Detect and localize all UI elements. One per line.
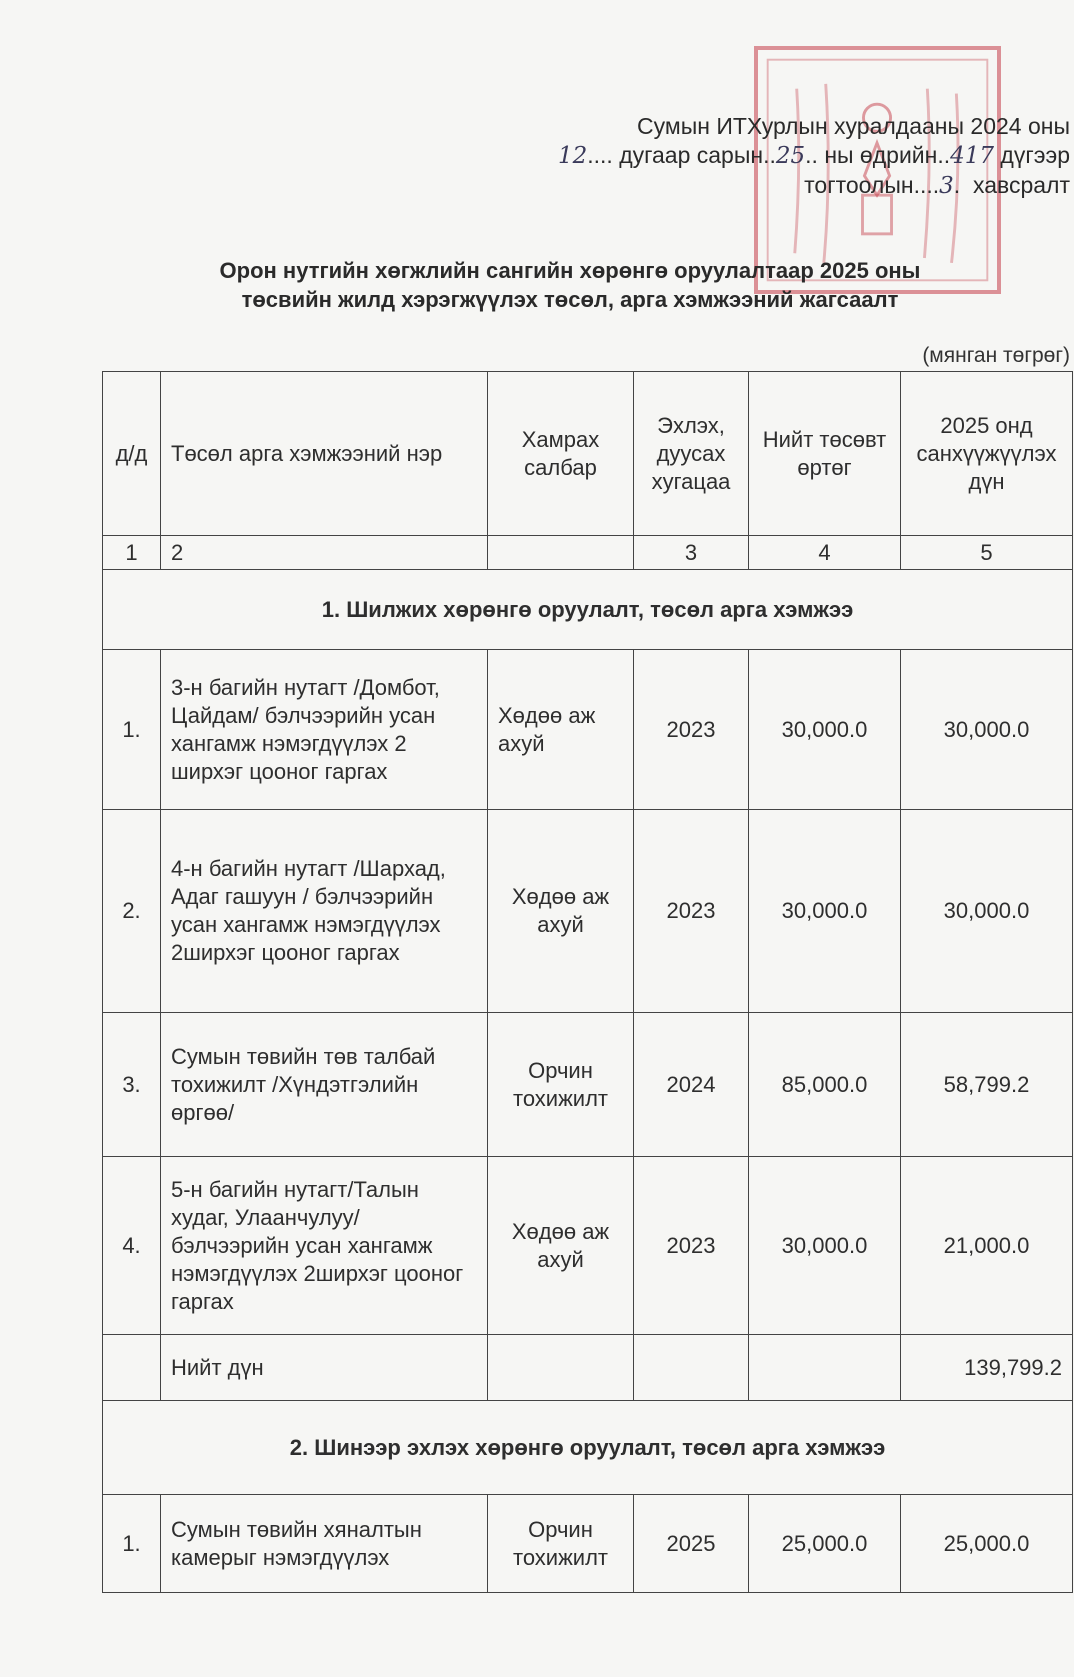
cell-period: 2025: [634, 1495, 749, 1593]
table-header-row: [103, 372, 1073, 536]
index-total: 4: [749, 536, 901, 570]
header-no: д/д: [103, 372, 161, 536]
cell-no: 4.: [103, 1157, 161, 1335]
cell-name: 3-н багийн нутагт /Домбот, Цайдам/ бэлчээрийн усан хангамж нэмэгдүүлэх 2 ширхэг цооног гаргах: [161, 650, 488, 810]
section-row: [103, 1401, 1073, 1495]
cell-financing: 30,000.0: [901, 650, 1073, 810]
annex-line-2: 12.... дугаар сарын..25.. ны өдрийн..417 дүгээр: [557, 142, 1070, 169]
cell-no: 1.: [103, 1495, 161, 1593]
document-title: [140, 256, 1000, 314]
cell-name: 5-н багийн нутагт/Талын худаг, Улаанчулуу/ бэлчээрийн усан хангамж нэмэгдүүлэх 2ширхэг цооног гаргах: [161, 1157, 488, 1335]
total-total: [749, 1335, 901, 1401]
section-row: [103, 570, 1073, 650]
cell-sector: Хөдөө аж ахуй: [488, 1157, 634, 1335]
unit-note: (мянган төгрөг): [922, 344, 1070, 367]
table-index-row: [103, 536, 1073, 570]
annex-month-text: дугаар сарын: [619, 142, 764, 168]
annex-label-text: хавсралт: [972, 172, 1070, 198]
cell-name: Сумын төвийн төв талбай тохижилт /Хүндэтгэлийн өргөө/: [161, 1013, 488, 1157]
title-line-2: төсвийн жилд хэрэгжүүлэх төсөл, арга хэмжээний жагсаалт: [241, 287, 899, 312]
cell-sector: Хөдөө аж ахуй: [488, 810, 634, 1013]
index-name: 2: [161, 536, 488, 570]
header-name: Төсөл арга хэмжээний нэр: [161, 372, 488, 536]
cell-sector: Орчин тохижилт: [488, 1495, 634, 1593]
cell-total: 30,000.0: [749, 810, 901, 1013]
index-no: 1: [103, 536, 161, 570]
header-period: Эхлэх, дуусах хугацаа: [634, 372, 749, 536]
section-title: 1. Шилжих хөрөнгө оруулалт, төсөл арга хэмжээ: [103, 570, 1073, 650]
header-financing: 2025 онд санхүүжүүлэх дүн: [901, 372, 1073, 536]
table-row: [103, 810, 1073, 1013]
index-financing: 5: [901, 536, 1073, 570]
index-period: 3: [634, 536, 749, 570]
table-row: [103, 1013, 1073, 1157]
cell-name: Сумын төвийн хяналтын камерыг нэмэгдүүлэх: [161, 1495, 488, 1593]
cell-period: 2023: [634, 650, 749, 810]
total-value: 139,799.2: [901, 1335, 1073, 1401]
handwritten-annex-number: 3: [939, 173, 954, 199]
annex-line-3: тогтоолын....3. хавсралт: [804, 172, 1070, 199]
cell-no: 2.: [103, 810, 161, 1013]
total-sector: [488, 1335, 634, 1401]
section-total-row: [103, 1335, 1073, 1401]
annex-resolution-text: тогтоолын: [804, 172, 914, 198]
cell-total: 30,000.0: [749, 650, 901, 810]
index-sector: [488, 536, 634, 570]
resolution-annex-note: [510, 112, 1070, 201]
cell-total: 85,000.0: [749, 1013, 901, 1157]
projects-table: [102, 371, 1073, 1593]
cell-no: 3.: [103, 1013, 161, 1157]
cell-no: 1.: [103, 650, 161, 810]
cell-financing: 30,000.0: [901, 810, 1073, 1013]
title-line-1: Орон нутгийн хөгжлийн сангийн хөрөнгө оруулалтаар 2025 оны: [219, 258, 921, 283]
handwritten-day: 25: [775, 143, 806, 169]
cell-period: 2023: [634, 1157, 749, 1335]
total-label: Нийт дүн: [161, 1335, 488, 1401]
total-period: [634, 1335, 749, 1401]
annex-line-1: Сумын ИТХурлын хуралдааны 2024 оны: [637, 113, 1070, 139]
cell-total: 25,000.0: [749, 1495, 901, 1593]
annex-day-text: ны өдрийн: [824, 142, 938, 168]
cell-financing: 25,000.0: [901, 1495, 1073, 1593]
table-row: [103, 650, 1073, 810]
table-row: [103, 1495, 1073, 1593]
cell-period: 2024: [634, 1013, 749, 1157]
table-row: [103, 1157, 1073, 1335]
cell-sector: Хөдөө аж ахуй: [488, 650, 634, 810]
header-total: Нийт төсөвт өртөг: [749, 372, 901, 536]
cell-name: 4-н багийн нутагт /Шархад, Адаг гашуун / бэлчээрийн усан хангамж нэмэгдүүлэх 2ширхэг цооног гаргах: [161, 810, 488, 1013]
handwritten-resolution-number: 417: [950, 143, 995, 169]
cell-total: 30,000.0: [749, 1157, 901, 1335]
total-no: [103, 1335, 161, 1401]
cell-period: 2023: [634, 810, 749, 1013]
cell-financing: 21,000.0: [901, 1157, 1073, 1335]
header-sector: Хамрах салбар: [488, 372, 634, 536]
cell-financing: 58,799.2: [901, 1013, 1073, 1157]
annex-ordinal-text: дүгээр: [1000, 142, 1070, 168]
cell-sector: Орчин тохижилт: [488, 1013, 634, 1157]
section-title: 2. Шинээр эхлэх хөрөнгө оруулалт, төсөл арга хэмжээ: [103, 1401, 1073, 1495]
handwritten-month: 12: [557, 143, 588, 169]
